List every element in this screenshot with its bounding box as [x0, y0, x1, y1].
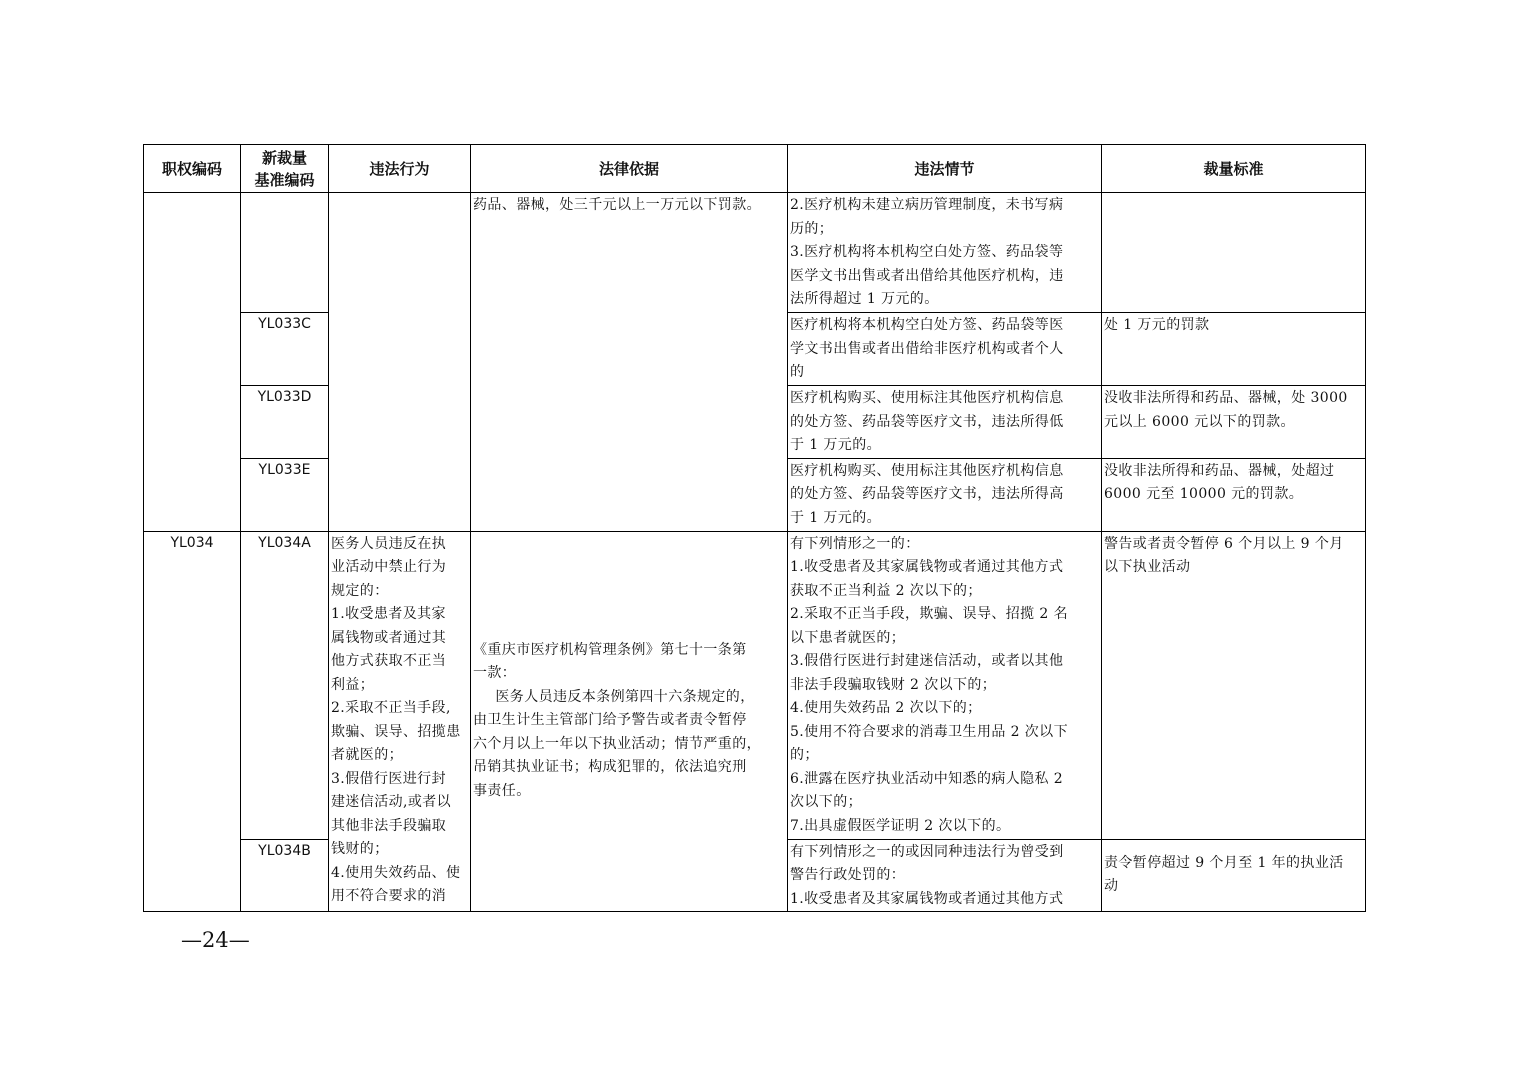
standard-cell: 责令暂停超过 9 个月至 1 年的执业活 动 [1102, 839, 1366, 912]
standard-cell: 处 1 万元的罚款 [1102, 313, 1366, 386]
standard-cell: 没收非法所得和药品、器械，处超过 6000 元至 10000 元的罚款。 [1102, 458, 1366, 531]
new-code-yl034b: YL034B [241, 839, 329, 912]
new-code-yl033d: YL033D [241, 386, 329, 459]
standard-cell: 没收非法所得和药品、器械，处 3000 元以上 6000 元以下的罚款。 [1102, 386, 1366, 459]
illegal-act-cell: 医务人员违反在执 业活动中禁止行为 规定的： 1.收受患者及其家 属钱物或者通过其 他方式获取不正当 利益； 2.采取不正当手段, 欺骗、误导、招揽患 者就医的； 3.假借行医进行封 建迷信活动,或者以 其他非法手段骗取 钱财的； 4.使用失效药品、使 用不符合要求的消 [329, 531, 471, 912]
header-circumstances: 违法情节 [788, 145, 1102, 193]
new-code-cell-empty [241, 193, 329, 313]
page-number: —24— [181, 928, 250, 952]
new-code-yl033c: YL033C [241, 313, 329, 386]
header-illegal-act: 违法行为 [329, 145, 471, 193]
circumstance-cell: 医疗机构将本机构空白处方签、药品袋等医 学文书出售或者出借给非医疗机构或者个人 的 [788, 313, 1102, 386]
penalty-standard-table [143, 144, 1366, 912]
standard-cell-empty [1102, 193, 1366, 313]
circumstance-cell: 医疗机构购买、使用标注其他医疗机构信息 的处方签、药品袋等医疗文书，违法所得低 于 1 万元的。 [788, 386, 1102, 459]
header-power-code: 职权编码 [144, 145, 241, 193]
standard-cell: 警告或者责令暂停 6 个月以上 9 个月 以下执业活动 [1102, 531, 1366, 839]
power-code-yl034: YL034 [144, 531, 241, 912]
header-row [144, 145, 1366, 193]
new-code-yl034a: YL034A [241, 531, 329, 839]
circumstance-cell: 有下列情形之一的： 1.收受患者及其家属钱物或者通过其他方式 获取不正当利益 2 次以下的； 2.采取不正当手段，欺骗、误导、招揽 2 名 以下患者就医的； 3.假借行医进行封建迷信活动，或者以其他 非法手段骗取钱财 2 次以下的； 4.使用失效药品 2 次以下的； 5.使用不符合要求的消毒卫生用品 2 次以下 的； 6.泄露在医疗执业活动中知悉的病人隐私 2 次以下的； 7.出具虚假医学证明 2 次以下的。 [788, 531, 1102, 839]
legal-basis-cell: 药品、器械，处三千元以上一万元以下罚款。 [471, 193, 788, 532]
illegal-act-cell-empty [329, 193, 471, 532]
power-code-cell-empty [144, 193, 241, 532]
legal-basis-cell: 《重庆市医疗机构管理条例》第七十一条第 一款： 医务人员违反本条例第四十六条规定的， 由卫生计生主管部门给予警告或者责令暂停 六个月以上一年以下执业活动；情节严重的， 吊销其执业证书；构成犯罪的，依法追究刑 事责任。 [471, 531, 788, 912]
header-legal-basis: 法律依据 [471, 145, 788, 193]
new-code-yl033e: YL033E [241, 458, 329, 531]
table-row [144, 193, 1366, 313]
table-row [144, 531, 1366, 839]
circumstance-cell: 2.医疗机构未建立病历管理制度，未书写病 历的； 3.医疗机构将本机构空白处方签、药品袋等 医学文书出售或者出借给其他医疗机构，违 法所得超过 1 万元的。 [788, 193, 1102, 313]
header-standard: 裁量标准 [1102, 145, 1366, 193]
circumstance-cell: 有下列情形之一的或因同种违法行为曾受到 警告行政处罚的： 1.收受患者及其家属钱物或者通过其他方式 [788, 839, 1102, 912]
header-new-code: 新裁量 基准编码 [241, 145, 329, 193]
circumstance-cell: 医疗机构购买、使用标注其他医疗机构信息 的处方签、药品袋等医疗文书，违法所得高 于 1 万元的。 [788, 458, 1102, 531]
